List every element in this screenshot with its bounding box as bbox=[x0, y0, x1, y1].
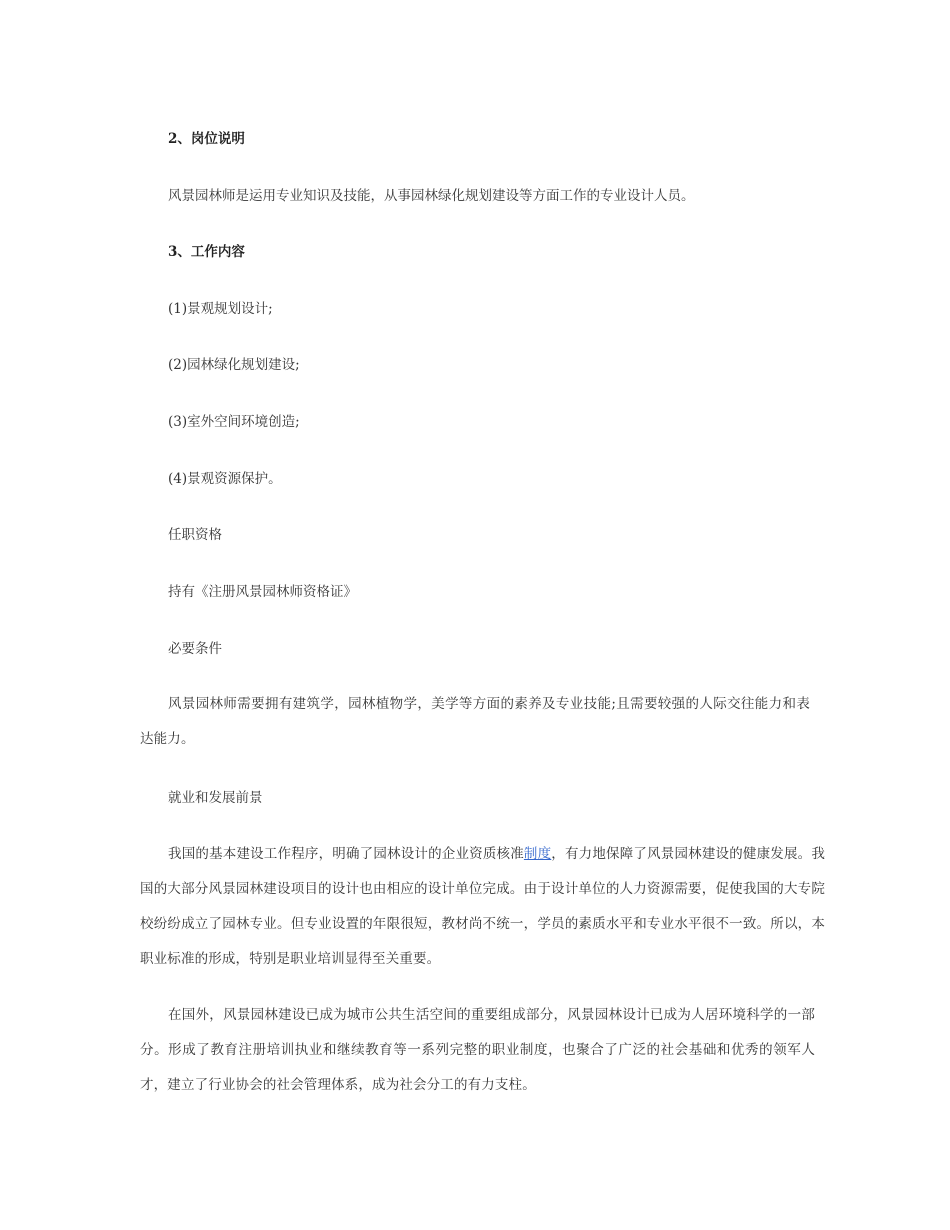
prospects-paragraph-1 bbox=[140, 837, 825, 977]
prospects-paragraph-2: 在国外，风景园林建设已成为城市公共生活空间的重要组成部分，风景园林设计已成为人居环境科学的一部分。形成了教育注册培训执业和继续教育等一系列完整的职业制度，也聚合了广泛的社会基础和优秀的领军人才，建立了行业协会的社会管理体系，成为社会分工的有力支柱。 bbox=[140, 1007, 815, 1093]
requirements-paragraph: 风景园林师需要拥有建筑学，园林植物学，美学等方面的素养及专业技能;且需要较强的人际交往能力和表达能力。 bbox=[140, 696, 810, 747]
section-3-heading: 3、工作内容 bbox=[168, 244, 245, 260]
section-2-heading: 2、岗位说明 bbox=[168, 131, 245, 147]
qualification-text: 持有《注册风景园林师资格证》 bbox=[168, 584, 357, 600]
prospects-paragraph-1-part-a: 我国的基本建设工作程序，明确了园林设计的企业资质核准 bbox=[168, 846, 524, 862]
work-item-4: (4)景观资源保护。 bbox=[168, 471, 282, 487]
prospects-paragraph-1-part-b: ，有力地保障了风景园林建设的健康发展。我国的大部分风景园林建设项目的设计也由相应的设计单位完成。由于设计单位的人力资源需要，促使我国的大专院校纷纷成立了园林专业。但专业设置的年限很短，教材尚不统一，学员的素质水平和专业水平很不一致。所以，本职业标准的形成，特别是职业培训显得至关重要。 bbox=[140, 846, 826, 967]
system-link[interactable]: 制度 bbox=[523, 846, 552, 862]
work-item-3: (3)室外空间环境创造; bbox=[168, 414, 300, 430]
work-item-1: (1)景观规划设计; bbox=[168, 301, 273, 317]
section-2-text: 风景园林师是运用专业知识及技能，从事园林绿化规划建设等方面工作的专业设计人员。 bbox=[168, 188, 695, 204]
qualification-heading: 任职资格 bbox=[168, 527, 222, 543]
prospects-heading: 就业和发展前景 bbox=[168, 790, 263, 806]
requirements-heading: 必要条件 bbox=[168, 641, 222, 657]
work-item-2: (2)园林绿化规划建设; bbox=[168, 357, 300, 373]
